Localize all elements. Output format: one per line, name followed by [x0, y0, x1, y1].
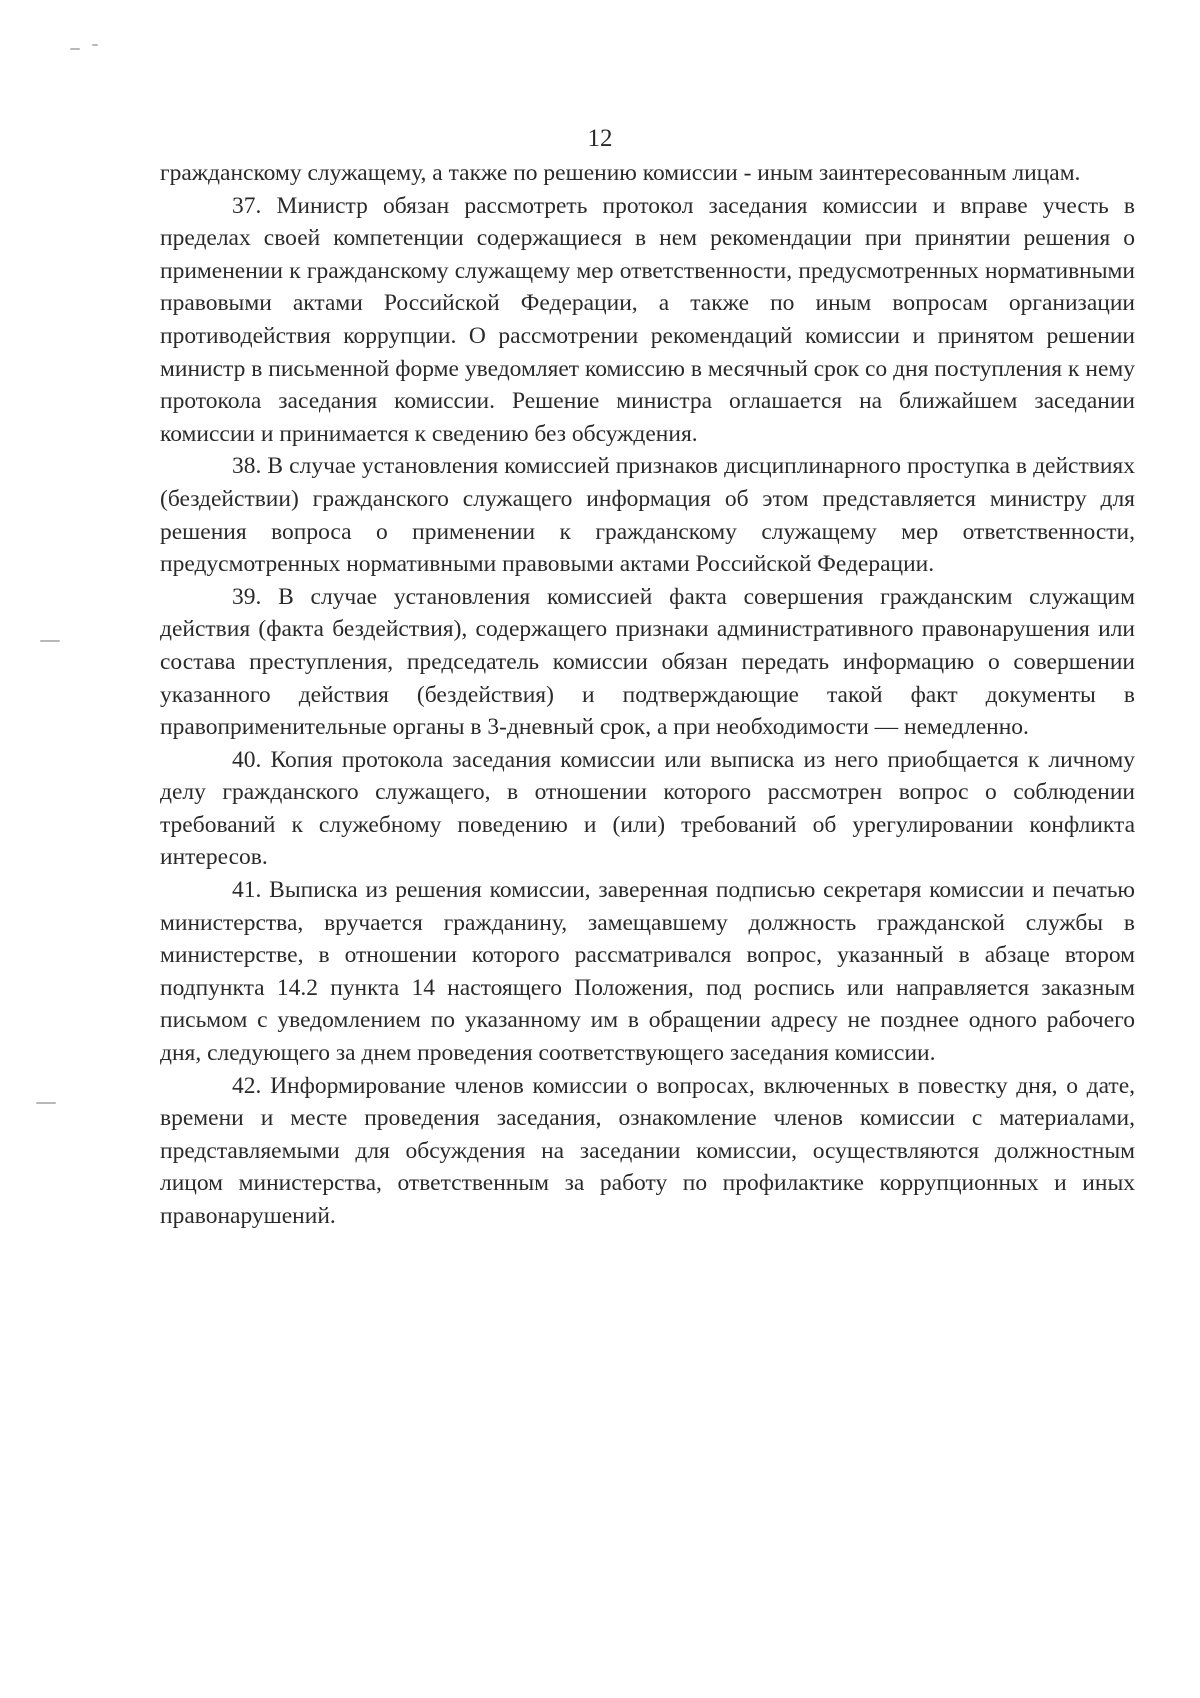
paragraph-42: 42. Информирование членов комиссии о вопросах, включенных в повестку дня, о дате, времени и месте проведения заседания, ознакомление членов комиссии с материалами, представляемыми для обсуждения на заседании комиссии, осуществляются должностным лицом министерства, ответственным за работу по профилактике коррупционных и иных правонарушений.: [160, 1072, 1135, 1229]
paragraph-40: 40. Копия протокола заседания комиссии или выписка из него приобщается к личному делу гражданского служащего, в отношении которого рассмотрен вопрос о соблюдении требований к служебному поведению и (или) требований об урегулировании конфликта интересов.: [160, 746, 1135, 871]
scan-mark: [92, 44, 98, 46]
paragraph-39: 39. В случае установления комиссией факта совершения гражданским служащим действия (факта бездействия), содержащего признаки административного правонарушения или состава преступления, председатель комиссии обязан передать информацию о совершении указанного действия (бездействия) и подтверждающие такой факт документы в правоприменительные органы в 3-дневный срок, а при необходимости — немедленно.: [160, 583, 1135, 741]
paragraph-38: 38. В случае установления комиссией признаков дисциплинарного проступка в действиях (бездействии) гражданского служащего информация об этом представляется министру для решения вопроса о применении к гражданскому служащему мер ответственности, предусмотренных нормативными правовыми актами Российской Федерации.: [160, 453, 1135, 578]
scan-mark: [40, 640, 60, 642]
paragraph-continuation: гражданскому служащему, а также по решению комиссии - иным заинтересованным лицам.: [160, 160, 1081, 186]
paragraph-37: 37. Министр обязан рассмотреть протокол заседания комиссии и вправе учесть в пределах своей компетенции содержащиеся в нем рекомендации при принятии решения о применении к гражданскому служащему мер ответственности, предусмотренных нормативными правовыми актами Российской Федерации, а также по иным вопросам организации противодействия коррупции. О рассмотрении рекомендаций комиссии и принятом решении министр в письменной форме уведомляет комиссию в месячный срок со дня поступления к нему протокола заседания комиссии. Решение министра оглашается на ближайшем заседании комиссии и принимается к сведению без обсуждения.: [160, 192, 1135, 447]
document-body: [160, 157, 1135, 1233]
scan-mark: [36, 1102, 56, 1104]
scan-mark: [70, 48, 80, 50]
page-number: 12: [587, 125, 613, 152]
paragraph-41: 41. Выписка из решения комиссии, заверенная подписью секретаря комиссии и печатью министерства, вручается гражданину, замещавшему должность гражданской службы в министерстве, в отношении которого рассматривался вопрос, указанный в абзаце втором подпункта 14.2 пункта 14 настоящего Положения, под роспись или направляется заказным письмом с уведомлением по указанному им в обращении адресу не позднее одного рабочего дня, следующего за днем проведения соответствующего заседания комиссии.: [160, 877, 1135, 1067]
